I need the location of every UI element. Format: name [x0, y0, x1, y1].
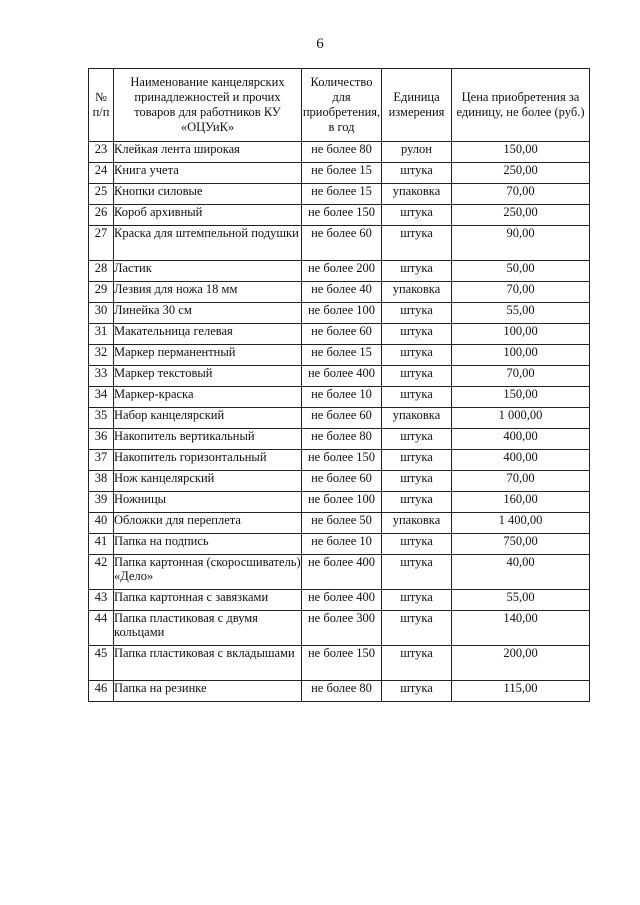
table-row: [89, 611, 590, 646]
item-quantity: не более 400: [302, 366, 382, 387]
table-row: [89, 345, 590, 366]
row-number: 43: [89, 590, 114, 611]
item-quantity: не более 300: [302, 611, 382, 646]
row-number: 35: [89, 408, 114, 429]
row-number: 24: [89, 163, 114, 184]
item-price: 100,00: [452, 345, 590, 366]
table-row: [89, 261, 590, 282]
row-number: 41: [89, 534, 114, 555]
item-unit: упаковка: [382, 408, 452, 429]
header-name: Наименование канцелярских принадлежностей и прочих товаров для работников КУ «ОЦУиК»: [114, 69, 302, 142]
item-unit: штука: [382, 366, 452, 387]
item-price: 200,00: [452, 646, 590, 681]
item-name: Линейка 30 см: [114, 303, 302, 324]
item-name: Папка на резинке: [114, 681, 302, 702]
item-quantity: не более 150: [302, 646, 382, 681]
table-row: [89, 590, 590, 611]
row-number: 39: [89, 492, 114, 513]
item-price: 70,00: [452, 471, 590, 492]
item-price: 100,00: [452, 324, 590, 345]
item-quantity: не более 100: [302, 303, 382, 324]
table-row: [89, 646, 590, 681]
item-price: 90,00: [452, 226, 590, 261]
item-price: 70,00: [452, 366, 590, 387]
item-unit: штука: [382, 646, 452, 681]
page-number: 6: [316, 36, 324, 52]
item-unit: штука: [382, 303, 452, 324]
item-price: 400,00: [452, 450, 590, 471]
item-unit: штука: [382, 611, 452, 646]
table-row: [89, 429, 590, 450]
item-quantity: не более 60: [302, 471, 382, 492]
item-name: Короб архивный: [114, 205, 302, 226]
item-name: Макательница гелевая: [114, 324, 302, 345]
item-unit: штука: [382, 324, 452, 345]
item-price: 150,00: [452, 387, 590, 408]
item-quantity: не более 400: [302, 590, 382, 611]
item-price: 55,00: [452, 590, 590, 611]
item-unit: штука: [382, 492, 452, 513]
table-row: [89, 513, 590, 534]
item-quantity: не более 100: [302, 492, 382, 513]
item-quantity: не более 60: [302, 226, 382, 261]
row-number: 33: [89, 366, 114, 387]
table-row: [89, 555, 590, 590]
row-number: 28: [89, 261, 114, 282]
item-quantity: не более 80: [302, 681, 382, 702]
item-quantity: не более 200: [302, 261, 382, 282]
item-unit: упаковка: [382, 513, 452, 534]
item-name: Маркер-краска: [114, 387, 302, 408]
row-number: 46: [89, 681, 114, 702]
item-price: 150,00: [452, 142, 590, 163]
item-name: Ластик: [114, 261, 302, 282]
item-quantity: не более 80: [302, 142, 382, 163]
item-price: 1 400,00: [452, 513, 590, 534]
header-price: Цена приобретения за единицу, не более (руб.): [452, 69, 590, 142]
item-name: Папка картонная с завязками: [114, 590, 302, 611]
item-name: Набор канцелярский: [114, 408, 302, 429]
item-name: Накопитель вертикальный: [114, 429, 302, 450]
item-unit: штука: [382, 590, 452, 611]
table-row: [89, 282, 590, 303]
item-price: 250,00: [452, 163, 590, 184]
item-name: Папка пластиковая с двумя кольцами: [114, 611, 302, 646]
row-number: 31: [89, 324, 114, 345]
row-number: 27: [89, 226, 114, 261]
item-price: 250,00: [452, 205, 590, 226]
item-quantity: не более 50: [302, 513, 382, 534]
item-unit: штука: [382, 261, 452, 282]
item-name: Кнопки силовые: [114, 184, 302, 205]
item-quantity: не более 15: [302, 184, 382, 205]
item-quantity: не более 400: [302, 555, 382, 590]
table-row: [89, 142, 590, 163]
row-number: 25: [89, 184, 114, 205]
item-price: 70,00: [452, 184, 590, 205]
item-price: 160,00: [452, 492, 590, 513]
item-price: 140,00: [452, 611, 590, 646]
table-row: [89, 366, 590, 387]
item-name: Нож канцелярский: [114, 471, 302, 492]
item-unit: штука: [382, 471, 452, 492]
item-price: 115,00: [452, 681, 590, 702]
table-row: [89, 303, 590, 324]
row-number: 34: [89, 387, 114, 408]
table-row: [89, 450, 590, 471]
item-quantity: не более 10: [302, 387, 382, 408]
item-quantity: не более 150: [302, 450, 382, 471]
table-row: [89, 534, 590, 555]
item-name: Лезвия для ножа 18 мм: [114, 282, 302, 303]
item-unit: штука: [382, 387, 452, 408]
table-row: [89, 163, 590, 184]
row-number: 40: [89, 513, 114, 534]
table-row: [89, 184, 590, 205]
item-unit: штука: [382, 163, 452, 184]
item-unit: штука: [382, 205, 452, 226]
item-name: Краска для штемпельной подушки: [114, 226, 302, 261]
row-number: 42: [89, 555, 114, 590]
item-unit: штука: [382, 226, 452, 261]
item-price: 40,00: [452, 555, 590, 590]
table-row: [89, 205, 590, 226]
item-price: 50,00: [452, 261, 590, 282]
item-unit: штука: [382, 555, 452, 590]
item-name: Клейкая лента широкая: [114, 142, 302, 163]
table-row: [89, 324, 590, 345]
row-number: 44: [89, 611, 114, 646]
item-unit: штука: [382, 429, 452, 450]
item-name: Папка картонная (скоросшиватель) «Дело»: [114, 555, 302, 590]
item-unit: штука: [382, 681, 452, 702]
row-number: 29: [89, 282, 114, 303]
item-unit: штука: [382, 450, 452, 471]
item-price: 750,00: [452, 534, 590, 555]
row-number: 37: [89, 450, 114, 471]
item-name: Обложки для переплета: [114, 513, 302, 534]
item-quantity: не более 60: [302, 324, 382, 345]
table-row: [89, 471, 590, 492]
item-name: Маркер перманентный: [114, 345, 302, 366]
item-unit: упаковка: [382, 282, 452, 303]
goods-table: [88, 68, 590, 702]
item-unit: рулон: [382, 142, 452, 163]
item-price: 55,00: [452, 303, 590, 324]
item-price: 1 000,00: [452, 408, 590, 429]
item-name: Папка на подпись: [114, 534, 302, 555]
item-quantity: не более 10: [302, 534, 382, 555]
header-qty: Количество для приобретения, в год: [302, 69, 382, 142]
row-number: 32: [89, 345, 114, 366]
item-quantity: не более 40: [302, 282, 382, 303]
table-row: [89, 408, 590, 429]
row-number: 23: [89, 142, 114, 163]
item-unit: штука: [382, 345, 452, 366]
item-name: Папка пластиковая с вкладышами: [114, 646, 302, 681]
row-number: 26: [89, 205, 114, 226]
table-header: [89, 69, 590, 142]
row-number: 45: [89, 646, 114, 681]
item-quantity: не более 60: [302, 408, 382, 429]
item-name: Ножницы: [114, 492, 302, 513]
item-unit: упаковка: [382, 184, 452, 205]
row-number: 38: [89, 471, 114, 492]
item-name: Книга учета: [114, 163, 302, 184]
item-quantity: не более 15: [302, 163, 382, 184]
item-unit: штука: [382, 534, 452, 555]
header-unit: Единица измерения: [382, 69, 452, 142]
header-num: № п/п: [89, 69, 114, 142]
item-quantity: не более 150: [302, 205, 382, 226]
row-number: 30: [89, 303, 114, 324]
row-number: 36: [89, 429, 114, 450]
item-price: 400,00: [452, 429, 590, 450]
table-row: [89, 681, 590, 702]
item-name: Накопитель горизонтальный: [114, 450, 302, 471]
item-price: 70,00: [452, 282, 590, 303]
table-row: [89, 226, 590, 261]
item-quantity: не более 80: [302, 429, 382, 450]
table-row: [89, 492, 590, 513]
item-name: Маркер текстовый: [114, 366, 302, 387]
item-quantity: не более 15: [302, 345, 382, 366]
table-body: [89, 142, 590, 702]
table-row: [89, 387, 590, 408]
